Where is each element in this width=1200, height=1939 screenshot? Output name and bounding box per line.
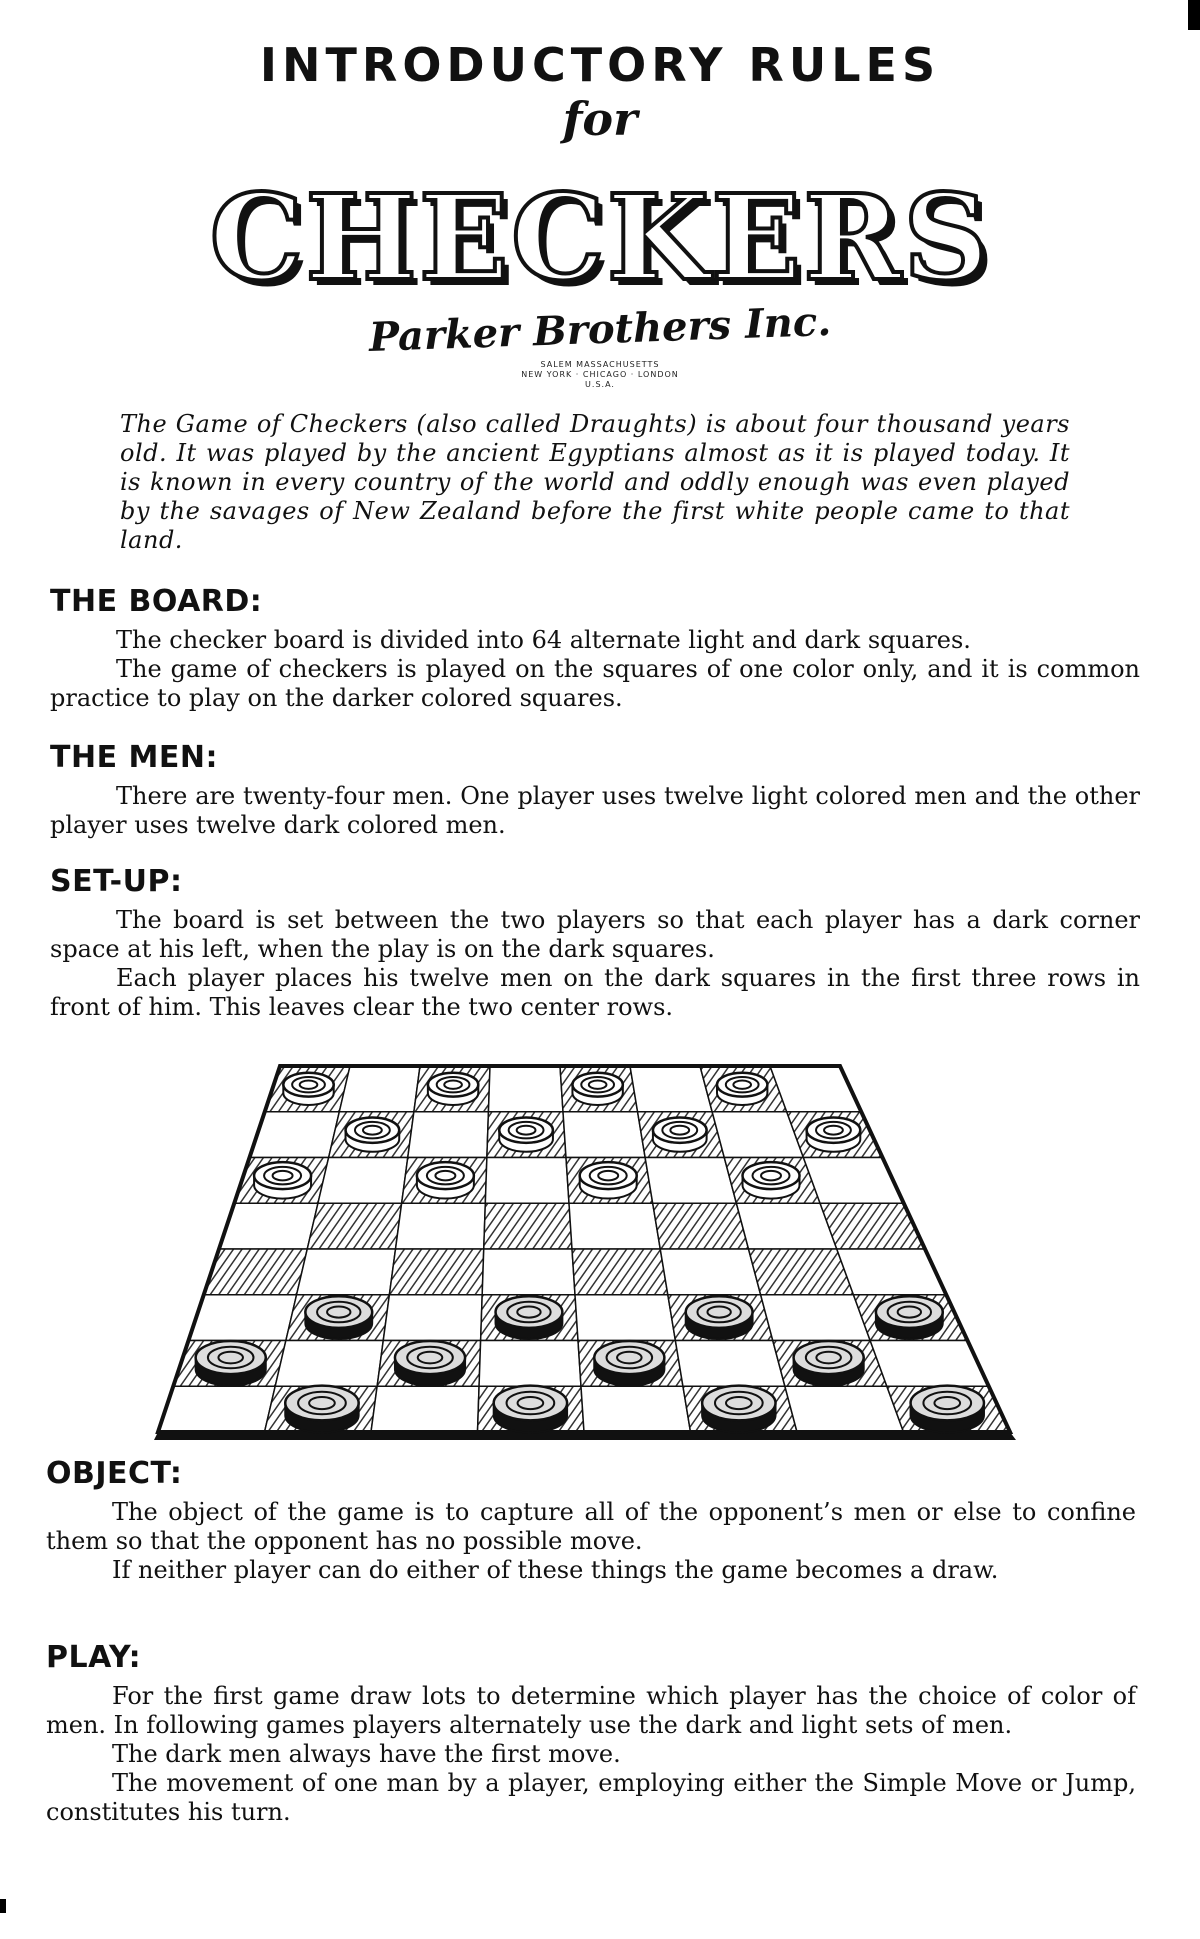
light-man xyxy=(499,1117,553,1151)
light-man xyxy=(283,1073,333,1105)
light-man xyxy=(717,1073,767,1105)
board-edge xyxy=(154,1432,1016,1440)
section-heading: PLAY: xyxy=(46,1640,142,1675)
publisher-address xyxy=(0,360,1200,390)
light-square xyxy=(675,1341,785,1387)
edge-mark xyxy=(1188,0,1200,30)
dark-square xyxy=(204,1249,308,1295)
light-man xyxy=(417,1162,474,1198)
dark-man xyxy=(494,1386,567,1433)
dark-man xyxy=(285,1386,358,1433)
dark-man xyxy=(594,1341,664,1386)
light-square xyxy=(803,1158,903,1204)
dark-man xyxy=(196,1341,266,1386)
light-square xyxy=(660,1249,760,1295)
light-square xyxy=(479,1341,581,1387)
light-man xyxy=(743,1162,800,1198)
section-setup xyxy=(50,864,1140,1022)
light-square xyxy=(339,1066,420,1112)
pretitle: INTRODUCTORY RULES xyxy=(259,38,941,92)
dark-square xyxy=(307,1203,401,1249)
corner-mark xyxy=(0,1899,6,1913)
light-square xyxy=(736,1203,836,1249)
publisher-offices: NEW YORK · CHICAGO · LONDON xyxy=(521,370,679,379)
paragraph: The game of checkers is played on the squares of one color only, and it is common practice to play on the darker colored squares. xyxy=(50,655,1140,712)
section-men xyxy=(50,740,1140,840)
publisher-logo: Parker Brothers Inc. xyxy=(368,297,832,362)
light-man xyxy=(572,1073,622,1105)
dark-square xyxy=(820,1203,925,1249)
light-square xyxy=(575,1295,675,1341)
checker-board-illustration xyxy=(150,1062,1050,1444)
light-square xyxy=(371,1386,479,1432)
light-square xyxy=(581,1386,691,1432)
dark-man xyxy=(496,1296,563,1339)
dark-square xyxy=(484,1203,572,1249)
light-square xyxy=(383,1295,482,1341)
paragraph: The checker board is divided into 64 alternate light and dark squares. xyxy=(116,626,971,654)
light-man xyxy=(653,1117,707,1151)
section-play xyxy=(46,1640,1136,1827)
paragraph: Each player places his twelve men on the dark squares in the first three rows in front of him. This leaves clear the two center rows. xyxy=(50,964,1140,1021)
light-square xyxy=(158,1386,275,1432)
light-square xyxy=(785,1386,904,1432)
light-square xyxy=(318,1158,408,1204)
light-square xyxy=(482,1249,575,1295)
light-man xyxy=(346,1117,400,1151)
light-square xyxy=(630,1066,712,1112)
light-square xyxy=(645,1158,736,1204)
dark-square xyxy=(749,1249,854,1295)
light-square xyxy=(275,1341,383,1387)
light-man xyxy=(254,1162,311,1198)
dark-man xyxy=(305,1296,372,1339)
light-square xyxy=(563,1112,645,1158)
dark-square xyxy=(389,1249,483,1295)
section-heading: THE BOARD: xyxy=(50,584,263,619)
dark-man xyxy=(794,1341,864,1386)
light-square xyxy=(189,1295,297,1341)
light-man xyxy=(580,1162,637,1198)
dark-man xyxy=(702,1386,775,1433)
for-word: for xyxy=(562,92,638,146)
paragraph: The dark men always have the first move. xyxy=(112,1740,621,1768)
section-heading: THE MEN: xyxy=(50,740,218,775)
dark-man xyxy=(395,1341,465,1386)
dark-square xyxy=(572,1249,668,1295)
page-title: CHECKERS xyxy=(209,168,991,307)
dark-square xyxy=(653,1203,749,1249)
paragraph: The board is set between the two players so that each player has a dark corner space at his left, when the play is on the dark squares. xyxy=(50,906,1140,963)
paragraph: There are twenty-four men. One player uses twelve light colored men and the other player uses twelve dark colored men. xyxy=(50,782,1140,839)
section-heading: OBJECT: xyxy=(46,1456,183,1491)
publisher-country: U.S.A. xyxy=(585,380,615,389)
light-square xyxy=(770,1066,861,1112)
section-heading: SET-UP: xyxy=(50,864,183,899)
section-object xyxy=(46,1456,1136,1585)
paragraph: If neither player can do either of these things the game becomes a draw. xyxy=(112,1556,999,1584)
light-man xyxy=(428,1073,478,1105)
section-board xyxy=(50,584,1140,713)
light-square xyxy=(761,1295,871,1341)
light-square xyxy=(396,1203,486,1249)
paragraph: The movement of one man by a player, employing either the Simple Move or Jump, constitutes his turn. xyxy=(46,1769,1136,1826)
dark-man xyxy=(911,1386,984,1433)
light-square xyxy=(569,1203,660,1249)
light-man xyxy=(807,1117,861,1151)
dark-man xyxy=(876,1296,943,1339)
intro-paragraph: The Game of Checkers (also called Draughts) is about four thousand years old. It was played by the ancient Egyptians almost as it is played today. It is known in every country of the world and oddly enough was even played by the savages of New Zealand before the first white people came to that land. xyxy=(120,410,1070,554)
light-square xyxy=(297,1249,396,1295)
dark-man xyxy=(686,1296,753,1339)
light-square xyxy=(485,1158,569,1204)
light-square xyxy=(408,1112,489,1158)
paragraph: The object of the game is to capture all of the opponent’s men or else to confine them so that the opponent has no possible move. xyxy=(46,1498,1136,1555)
publisher-city: SALEM MASSACHUSETTS xyxy=(540,360,660,369)
paragraph: For the first game draw lots to determine which player has the choice of color of men. In following games players alternately use the dark and light sets of men. xyxy=(46,1682,1136,1739)
light-square xyxy=(488,1066,563,1112)
